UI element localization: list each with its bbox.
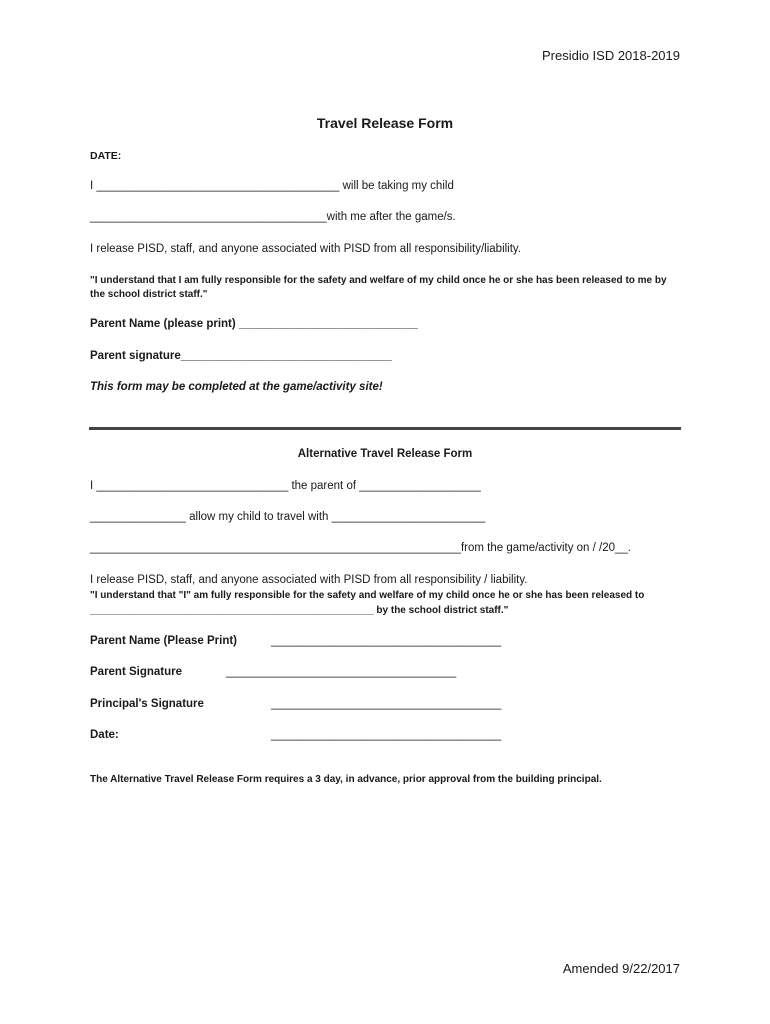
section-divider — [89, 427, 681, 430]
alt-game-date-line: __________________________________________________________from the game/activity on / /20__. — [90, 542, 631, 554]
release-statement: I release PISD, staff, and anyone associated with PISD from all responsibility/liability. — [90, 243, 522, 255]
district-year-header: Presidio ISD 2018-2019 — [541, 48, 680, 63]
alt-parent-name-label: Parent Name (Please Print) — [90, 635, 238, 647]
alt-date-label: Date: — [90, 729, 119, 741]
alt-parent-signature-line: ____________________________________ — [226, 666, 457, 678]
alt-quote-line1: "I understand that "I" am fully responsible for the safety and welfare of my child once he or she has been released to — [90, 590, 645, 601]
approval-footnote: The Alternative Travel Release Form requires a 3 day, in advance, prior approval from the building principal. — [90, 774, 602, 785]
responsibility-quote-line1: "I understand that I am fully responsible for the safety and welfare of my child once he or she has been released to me by — [90, 275, 667, 286]
date-label: DATE: — [90, 150, 122, 162]
form-title: Travel Release Form — [316, 115, 454, 131]
with-me-line: _____________________________________with me after the game/s. — [90, 211, 456, 223]
alt-allow-line: _______________ allow my child to travel with ________________________ — [90, 511, 486, 523]
alt-form-title: Alternative Travel Release Form — [297, 448, 473, 460]
amended-date: Amended 9/22/2017 — [562, 961, 680, 976]
child-line: I ______________________________________ will be taking my child — [90, 180, 454, 192]
alt-parent-line: I ______________________________ the parent of ___________________ — [90, 480, 481, 492]
alt-quote-line2: ___________________________________________________ by the school district staff." — [90, 605, 509, 616]
parent-name-field: Parent Name (please print) ____________________________ — [90, 318, 418, 330]
alt-parent-name-line: ____________________________________ — [271, 635, 502, 647]
alt-release-statement: I release PISD, staff, and anyone associated with PISD from all responsibility / liability. — [90, 574, 528, 586]
responsibility-quote-line2: the school district staff." — [90, 289, 208, 300]
alt-parent-signature-label: Parent Signature — [90, 666, 183, 678]
alt-date-line: ____________________________________ — [271, 729, 502, 741]
principal-signature-label: Principal's Signature — [90, 698, 204, 710]
parent-signature-field: Parent signature_________________________________ — [90, 350, 392, 362]
principal-signature-line: ____________________________________ — [271, 698, 502, 710]
completion-note: This form may be completed at the game/activity site! — [90, 381, 383, 393]
